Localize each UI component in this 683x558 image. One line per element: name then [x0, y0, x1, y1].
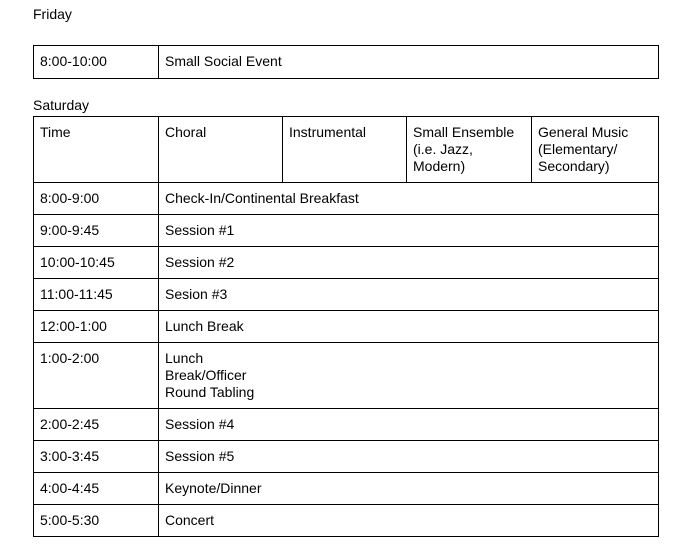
- event-cell: Keynote/Dinner: [159, 473, 659, 505]
- table-row: [34, 409, 659, 441]
- header-general-music: General Music (Elementary/ Secondary): [532, 117, 659, 183]
- event-cell: Sesion #3: [159, 279, 659, 311]
- event-cell: Check-In/Continental Breakfast: [159, 183, 659, 215]
- event-cell: Concert: [159, 505, 659, 537]
- time-cell: 9:00-9:45: [34, 215, 159, 247]
- header-choral: Choral: [159, 117, 283, 183]
- event-cell: Session #1: [159, 215, 659, 247]
- table-row: [34, 46, 659, 79]
- time-cell: 4:00-4:45: [34, 473, 159, 505]
- event-cell-text: Lunch Break/Officer Round Tabling: [165, 350, 255, 400]
- time-cell: 1:00-2:00: [34, 343, 159, 409]
- time-cell: 8:00-10:00: [34, 46, 159, 79]
- time-cell: 5:00-5:30: [34, 505, 159, 537]
- event-cell: Session #4: [159, 409, 659, 441]
- saturday-schedule-table: [33, 116, 659, 537]
- event-cell: [159, 343, 659, 409]
- saturday-heading: Saturday: [33, 97, 90, 113]
- table-row: [34, 247, 659, 279]
- time-cell: 8:00-9:00: [34, 183, 159, 215]
- event-cell: Small Social Event: [159, 46, 659, 79]
- table-row: [34, 311, 659, 343]
- friday-heading: Friday: [33, 6, 72, 22]
- time-cell: 10:00-10:45: [34, 247, 159, 279]
- time-cell: 11:00-11:45: [34, 279, 159, 311]
- table-row: [34, 441, 659, 473]
- header-instrumental: Instrumental: [283, 117, 407, 183]
- event-cell: Lunch Break: [159, 311, 659, 343]
- table-row: [34, 215, 659, 247]
- event-cell: Session #2: [159, 247, 659, 279]
- header-row: [34, 117, 659, 183]
- table-row: [34, 183, 659, 215]
- table-row: [34, 279, 659, 311]
- table-row: [34, 505, 659, 537]
- time-cell: 3:00-3:45: [34, 441, 159, 473]
- table-row: [34, 473, 659, 505]
- header-small-ensemble: Small Ensemble (i.e. Jazz, Modern): [407, 117, 532, 183]
- table-row: [34, 343, 659, 409]
- header-time: Time: [34, 117, 159, 183]
- friday-schedule-table: [33, 45, 659, 79]
- event-cell: Session #5: [159, 441, 659, 473]
- time-cell: 12:00-1:00: [34, 311, 159, 343]
- time-cell: 2:00-2:45: [34, 409, 159, 441]
